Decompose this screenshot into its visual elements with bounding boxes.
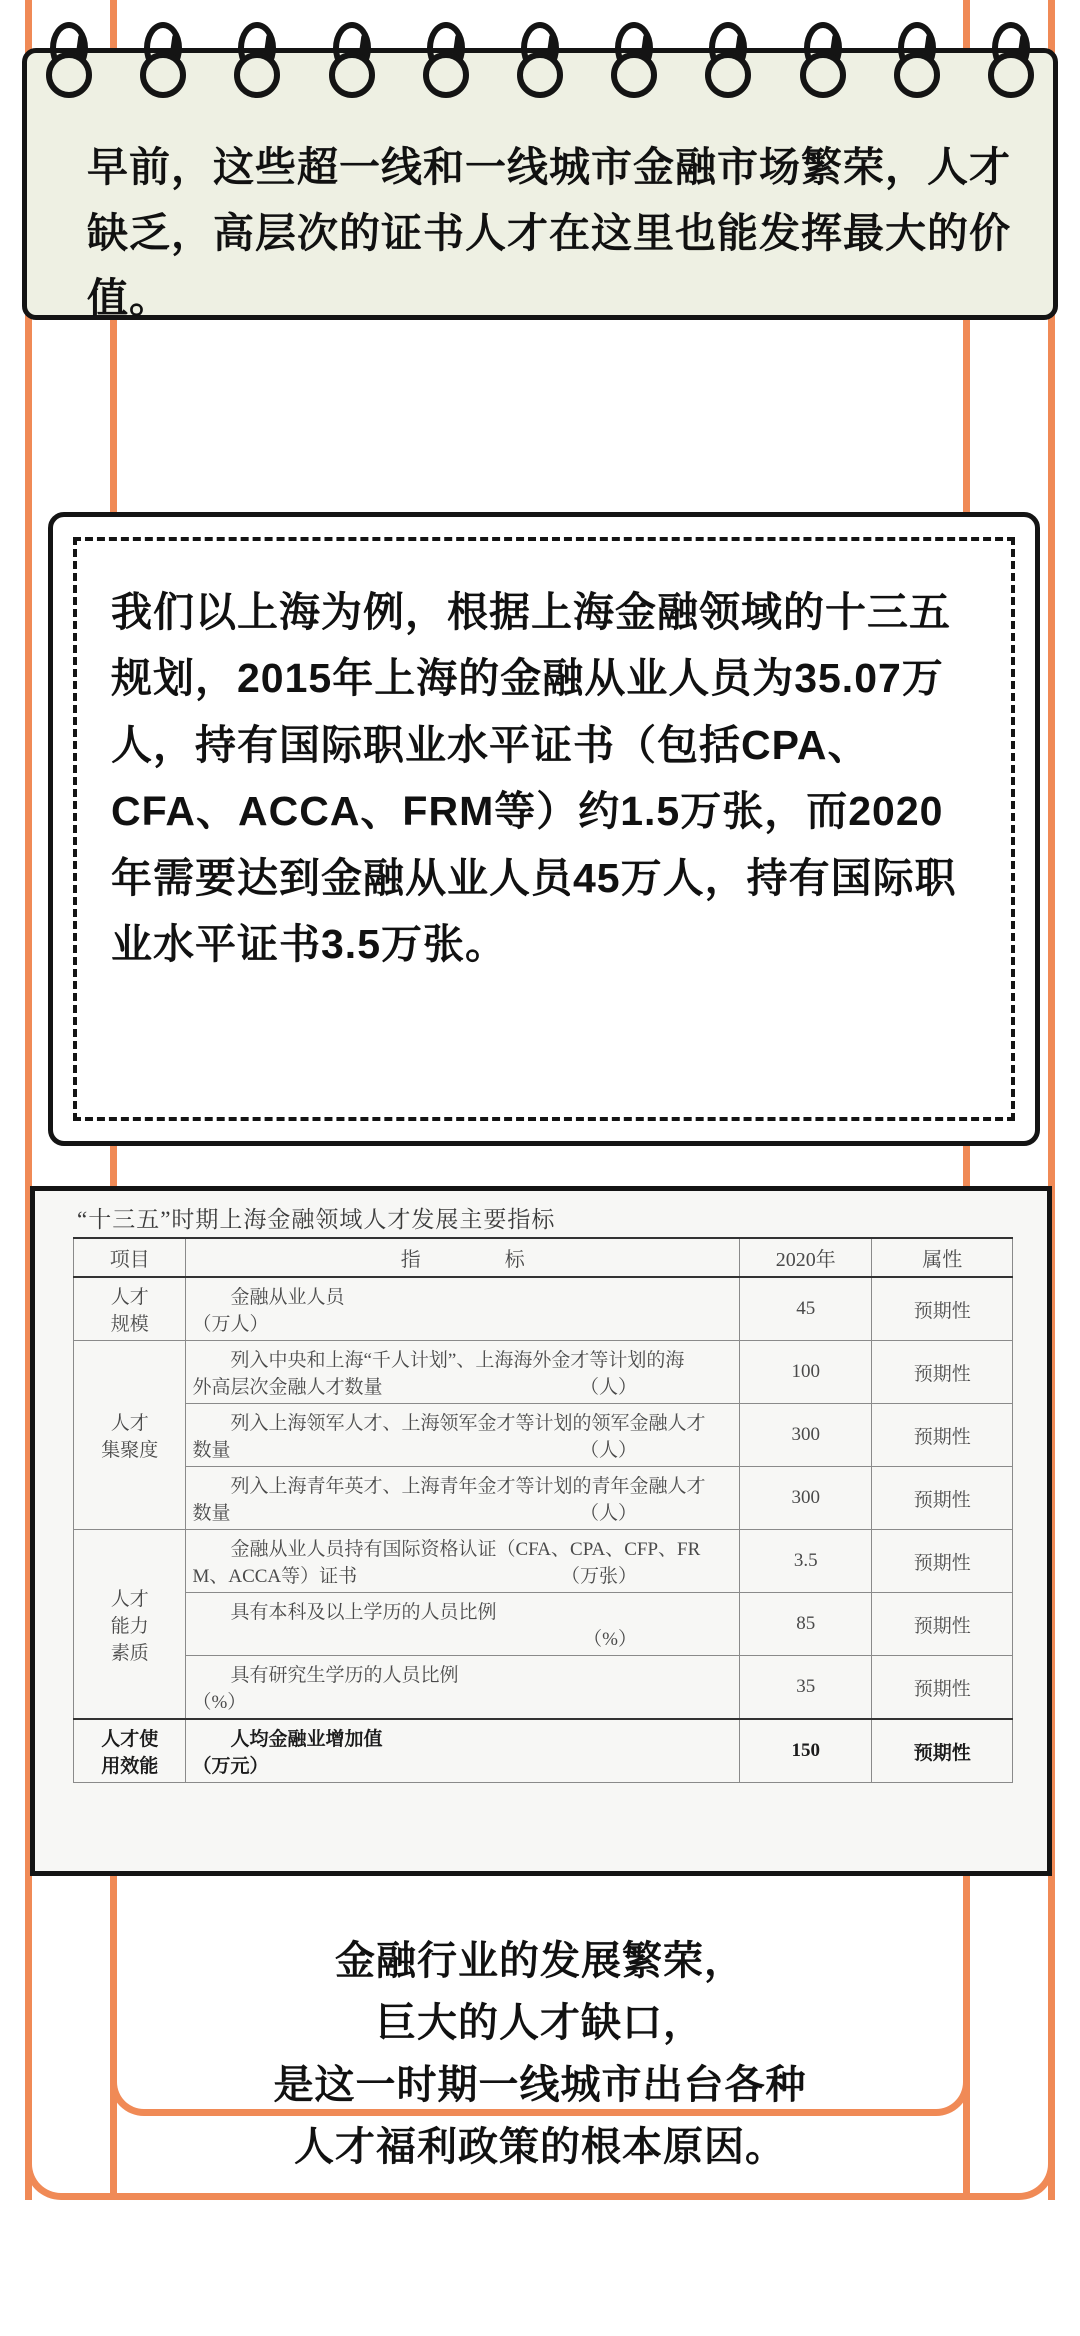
cell-indicator: 金融从业人员持有国际资格认证（CFA、CPA、CFP、FR M、ACCA等）证书 （万张）: [186, 1530, 740, 1593]
col-header-year: 2020年: [739, 1238, 871, 1277]
cell-value-2020: 300: [739, 1467, 871, 1530]
cell-value-2020: 300: [739, 1404, 871, 1467]
spiral-ring: [894, 22, 940, 94]
frame-line-outer-bottom: [85, 2193, 995, 2200]
cell-attribute: 预期性: [872, 1341, 1013, 1404]
cell-value-2020: 150: [739, 1719, 871, 1783]
col-header-attribute: 属性: [872, 1238, 1013, 1277]
spiral-ring-circle: [611, 52, 657, 98]
spiral-ring-circle: [329, 52, 375, 98]
cell-value-2020: 100: [739, 1341, 871, 1404]
cell-project: 人才 能力 素质: [74, 1530, 186, 1720]
cell-attribute: 预期性: [872, 1404, 1013, 1467]
frame-mask-left: [25, 2200, 1055, 2336]
frame-line-outer-right: [1048, 0, 1055, 2246]
indicator-table-card: [30, 1186, 1052, 1876]
spiral-ring-circle: [894, 52, 940, 98]
spiral-ring-circle: [988, 52, 1034, 98]
spiral-ring: [988, 22, 1034, 94]
spiral-ring-circle: [140, 52, 186, 98]
dashed-quote-card: [48, 512, 1040, 1146]
spiral-ring: [517, 22, 563, 94]
cell-indicator: 列入中央和上海“千人计划”、上海海外金才等计划的海 外高层次金融人才数量 （人）: [186, 1341, 740, 1404]
cell-attribute: 预期性: [872, 1719, 1013, 1783]
table-row: [74, 1404, 1013, 1467]
frame-corner-outer-right: [995, 2140, 1055, 2200]
table-row: [74, 1719, 1013, 1783]
spiral-ring: [329, 22, 375, 94]
cell-indicator: 列入上海青年英才、上海青年金才等计划的青年金融人才 数量 （人）: [186, 1467, 740, 1530]
spiral-ring: [140, 22, 186, 94]
spiral-ring-circle: [46, 52, 92, 98]
conclusion-line-2: 巨大的人才缺口，: [376, 2001, 704, 2045]
cell-value-2020: 35: [739, 1656, 871, 1720]
cell-project: 人才使 用效能: [74, 1719, 186, 1783]
spiral-ring: [611, 22, 657, 94]
spiral-ring: [705, 22, 751, 94]
notepad-paragraph: 早前，这些超一线和一线城市金融市场繁荣，人才缺乏，高层次的证书人才在这里也能发挥最大的价值。: [87, 144, 1011, 322]
spiral-ring-circle: [423, 52, 469, 98]
cell-attribute: 预期性: [872, 1530, 1013, 1593]
col-header-indicator-left: 指: [400, 1249, 505, 1271]
cell-value-2020: 3.5: [739, 1530, 871, 1593]
spiral-ring-circle: [800, 52, 846, 98]
spiral-ring-circle: [705, 52, 751, 98]
cell-indicator: 人均金融业增加值 （万元）: [186, 1719, 740, 1783]
table-row: [74, 1277, 1013, 1341]
cell-indicator: 金融从业人员 （万人）: [186, 1277, 740, 1341]
conclusion-block: [140, 1930, 940, 2178]
col-header-indicator-right: 标: [504, 1249, 609, 1271]
spiral-ring-circle: [234, 52, 280, 98]
conclusion-line-3: 是这一时期一线城市出台各种: [273, 2063, 807, 2107]
cell-project: 人才 集聚度: [74, 1341, 186, 1530]
cell-attribute: 预期性: [872, 1656, 1013, 1720]
cell-indicator: 具有研究生学历的人员比例 （%）: [186, 1656, 740, 1720]
spiral-rings: [22, 22, 1058, 102]
cell-attribute: 预期性: [872, 1467, 1013, 1530]
table-row: [74, 1341, 1013, 1404]
table-row: [74, 1593, 1013, 1656]
table-title: “十三五”时期上海金融领域人才发展主要指标: [77, 1207, 556, 1232]
cell-value-2020: 45: [739, 1277, 871, 1341]
col-header-project: 项目: [74, 1238, 186, 1277]
cell-attribute: 预期性: [872, 1277, 1013, 1341]
conclusion-line-4: 人才福利政策的根本原因。: [294, 2125, 786, 2169]
frame-line-outer-left: [25, 0, 32, 2246]
table-row: [74, 1530, 1013, 1593]
conclusion-line-1: 金融行业的发展繁荣，: [335, 1939, 745, 1983]
table-row: [74, 1467, 1013, 1530]
dashed-card-paragraph: 我们以上海为例，根据上海金融领域的十三五规划，2015年上海的金融从业人员为35.07万人，持有国际职业水平证书（包括CPA、CFA、ACCA、FRM等）约1.5万张，而2020年需要达到金融从业人员45万人，持有国际职业水平证书3.5万张。: [111, 589, 957, 968]
spiral-ring: [234, 22, 280, 94]
table-body: [74, 1277, 1013, 1783]
cell-indicator: 具有本科及以上学历的人员比例 （%）: [186, 1593, 740, 1656]
spiral-ring-circle: [517, 52, 563, 98]
cell-value-2020: 85: [739, 1593, 871, 1656]
frame-corner-outer-left: [25, 2140, 85, 2200]
spiral-ring: [46, 22, 92, 94]
table-header-row: [74, 1238, 1013, 1277]
indicator-table: [73, 1237, 1013, 1783]
table-row: [74, 1656, 1013, 1720]
col-header-indicator: [186, 1238, 740, 1277]
cell-project: 人才 规模: [74, 1277, 186, 1341]
spiral-ring: [800, 22, 846, 94]
cell-attribute: 预期性: [872, 1593, 1013, 1656]
cell-indicator: 列入上海领军人才、上海领军金才等计划的领军金融人才 数量 （人）: [186, 1404, 740, 1467]
spiral-ring: [423, 22, 469, 94]
